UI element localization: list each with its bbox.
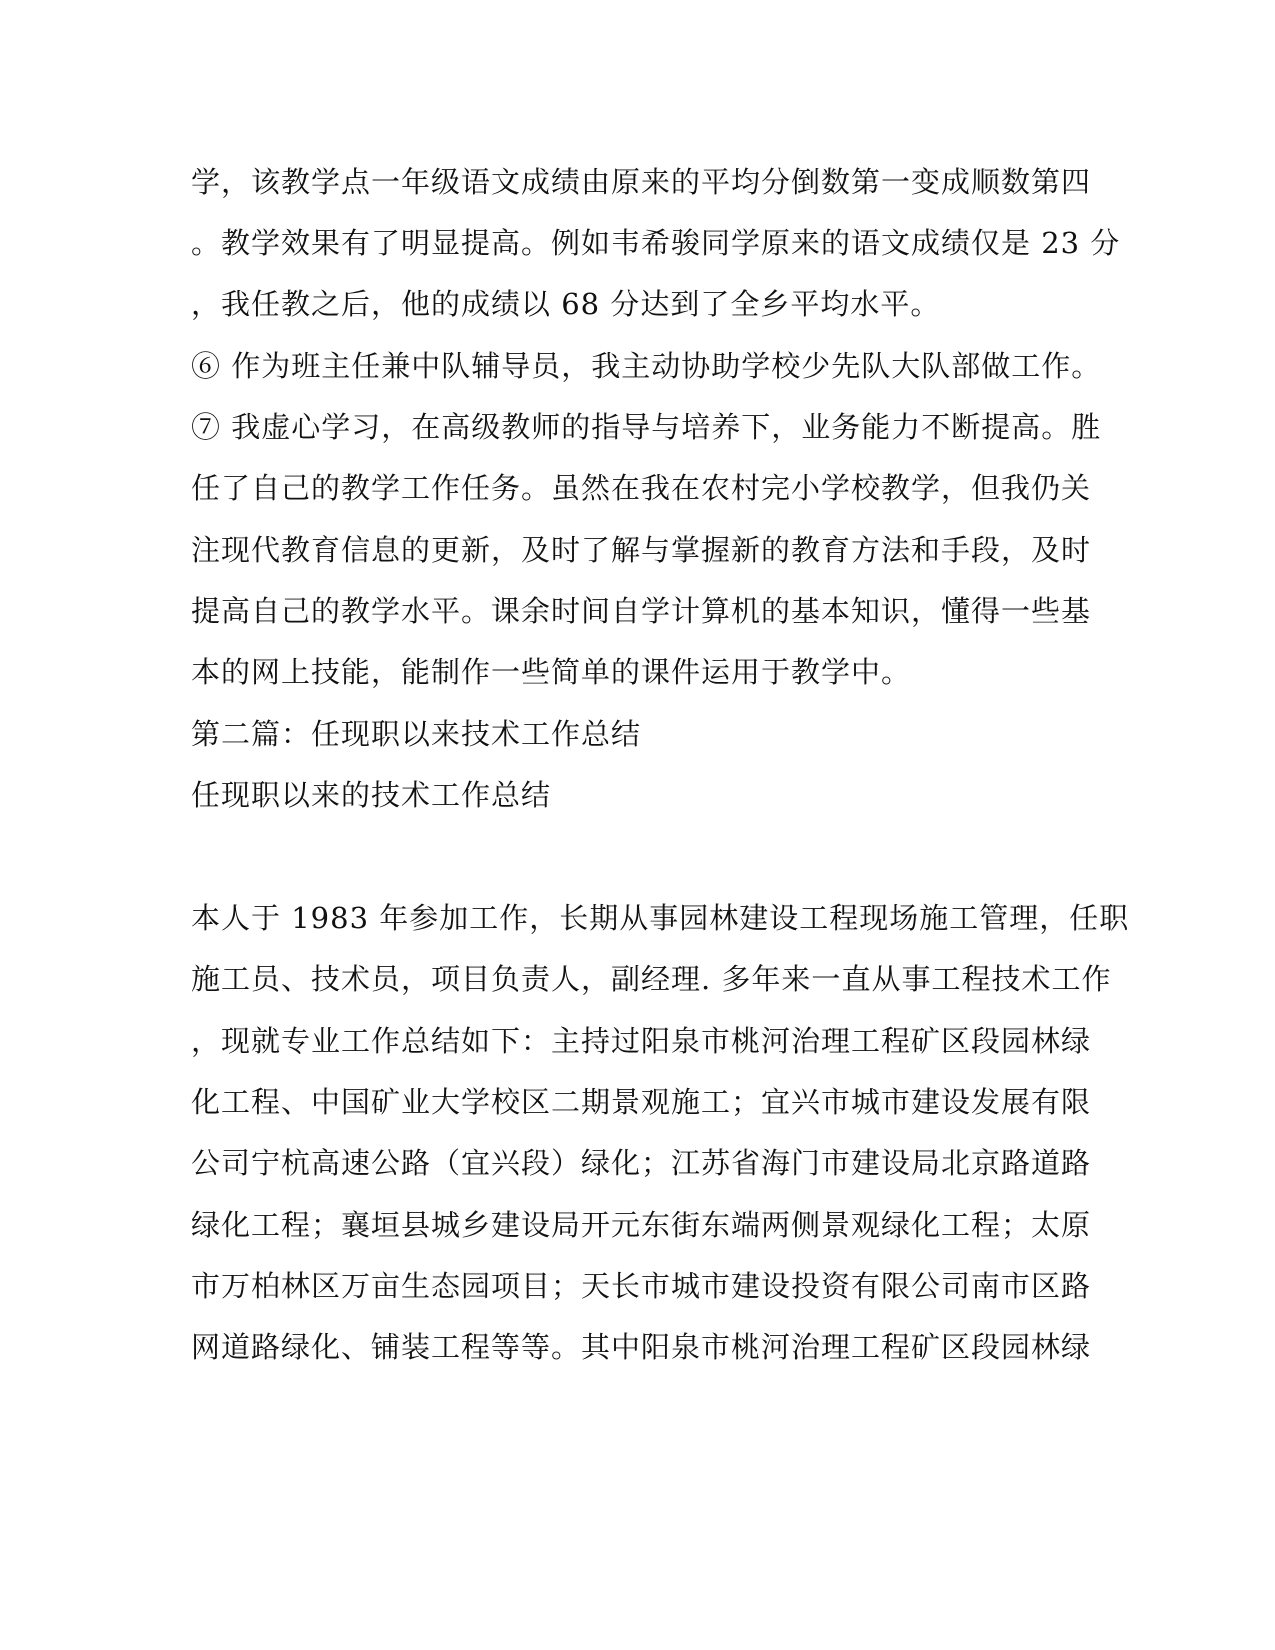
text-line: 学，该教学点一年级语文成绩由原来的平均分倒数第一变成顺数第四 [191,165,1092,199]
text-line: 绿化工程；襄垣县城乡建设局开元东街东端两侧景观绿化工程；太原 [191,1208,1092,1242]
text-line: ，现就专业工作总结如下：主持过阳泉市桃河治理工程矿区段园林绿 [191,1024,1092,1058]
text-line: ，我任教之后，他的成绩以 68 分达到了全乡平均水平。 [191,287,941,321]
text-line: ⑦ 我虚心学习，在高级教师的指导与培养下，业务能力不断提高。胜 [191,410,1102,444]
text-line: 提高自己的教学水平。课余时间自学计算机的基本知识，懂得一些基 [191,594,1092,628]
text-line: 本人于 1983 年参加工作，长期从事园林建设工程现场施工管理，任职 [191,901,1130,935]
text-line: 任了自己的教学工作任务。虽然在我在农村完小学校教学，但我仍关 [191,471,1092,505]
text-line: 公司宁杭高速公路（宜兴段）绿化；江苏省海门市建设局北京路道路 [191,1146,1092,1180]
text-line: 本的网上技能，能制作一些简单的课件运用于教学中。 [191,655,912,689]
text-line: 网道路绿化、铺装工程等等。其中阳泉市桃河治理工程矿区段园林绿 [191,1330,1092,1364]
text-line: 。教学效果有了明显提高。例如韦希骏同学原来的语文成绩仅是 23 分 [191,226,1121,260]
text-line: 化工程、中国矿业大学校区二期景观施工；宜兴市城市建设发展有限 [191,1085,1092,1119]
text-line: 注现代教育信息的更新，及时了解与掌握新的教育方法和手段，及时 [191,533,1092,567]
text-line: ⑥ 作为班主任兼中队辅导员，我主动协助学校少先队大队部做工作。 [191,349,1102,383]
text-line: 市万柏林区万亩生态园项目；天长市城市建设投资有限公司南市区路 [191,1269,1092,1303]
section-subheading: 任现职以来的技术工作总结 [191,778,552,812]
section-heading: 第二篇：任现职以来技术工作总结 [191,717,642,751]
text-line: 施工员、技术员，项目负责人，副经理. 多年来一直从事工程技术工作 [191,962,1112,996]
